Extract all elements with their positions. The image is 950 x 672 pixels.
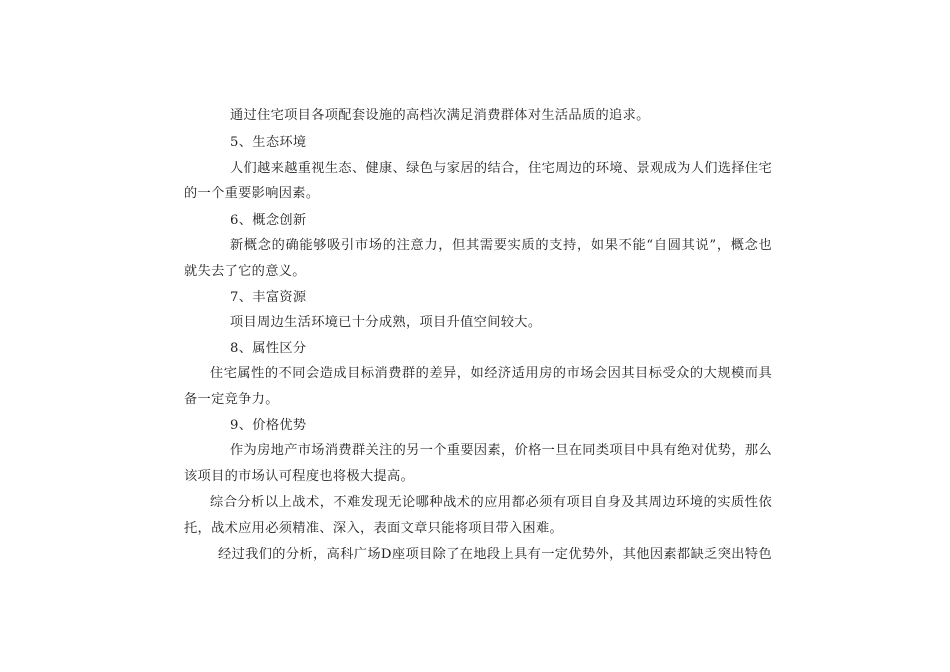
paragraph-line: 备一定竞争力。 (184, 392, 279, 407)
section-heading: 6、概念创新 (230, 213, 307, 228)
paragraph-line: 新概念的确能够吸引市场的注意力，但其需要实质的支持，如果不能“自圆其说”，概念也 (230, 238, 772, 253)
paragraph-line: 通过住宅项目各项配套设施的高档次满足消费群体对生活品质的追求。 (230, 108, 650, 123)
paragraph-line: 人们越来越重视生态、健康、绿色与家居的结合，住宅周边的环境、景观成为人们选择住宅 (230, 161, 772, 176)
section-heading: 5、生态环境 (230, 135, 307, 150)
paragraph-line: 经过我们的分析，高科广场D座项目除了在地段上具有一定优势外，其他因素都缺乏突出特色 (218, 547, 772, 562)
paragraph-line: 住宅属性的不同会造成目标消费群的差异，如经济适用房的市场会因其目标受众的大规模而具 (210, 366, 772, 381)
section-heading: 9、价格优势 (230, 418, 307, 433)
section-heading: 7、丰富资源 (230, 290, 307, 305)
paragraph-line: 就失去了它的意义。 (184, 264, 306, 279)
paragraph-line: 综合分析以上战术，不难发现无论哪种战术的应用都必须有项目自身及其周边环境的实质性依 (210, 495, 772, 510)
paragraph-line: 作为房地产市场消费群关注的另一个重要因素，价格一旦在同类项目中具有绝对优势，那么 (230, 443, 772, 458)
paragraph-line: 项目周边生活环境已十分成熟，项目升值空间较大。 (230, 315, 542, 330)
paragraph-line: 该项目的市场认可程度也将极大提高。 (184, 469, 415, 484)
paragraph-line: 托，战术应用必须精准、深入，表面文章只能将项目带入困难。 (184, 521, 564, 536)
section-heading: 8、属性区分 (230, 341, 307, 356)
paragraph-line: 的一个重要影响因素。 (184, 186, 320, 201)
